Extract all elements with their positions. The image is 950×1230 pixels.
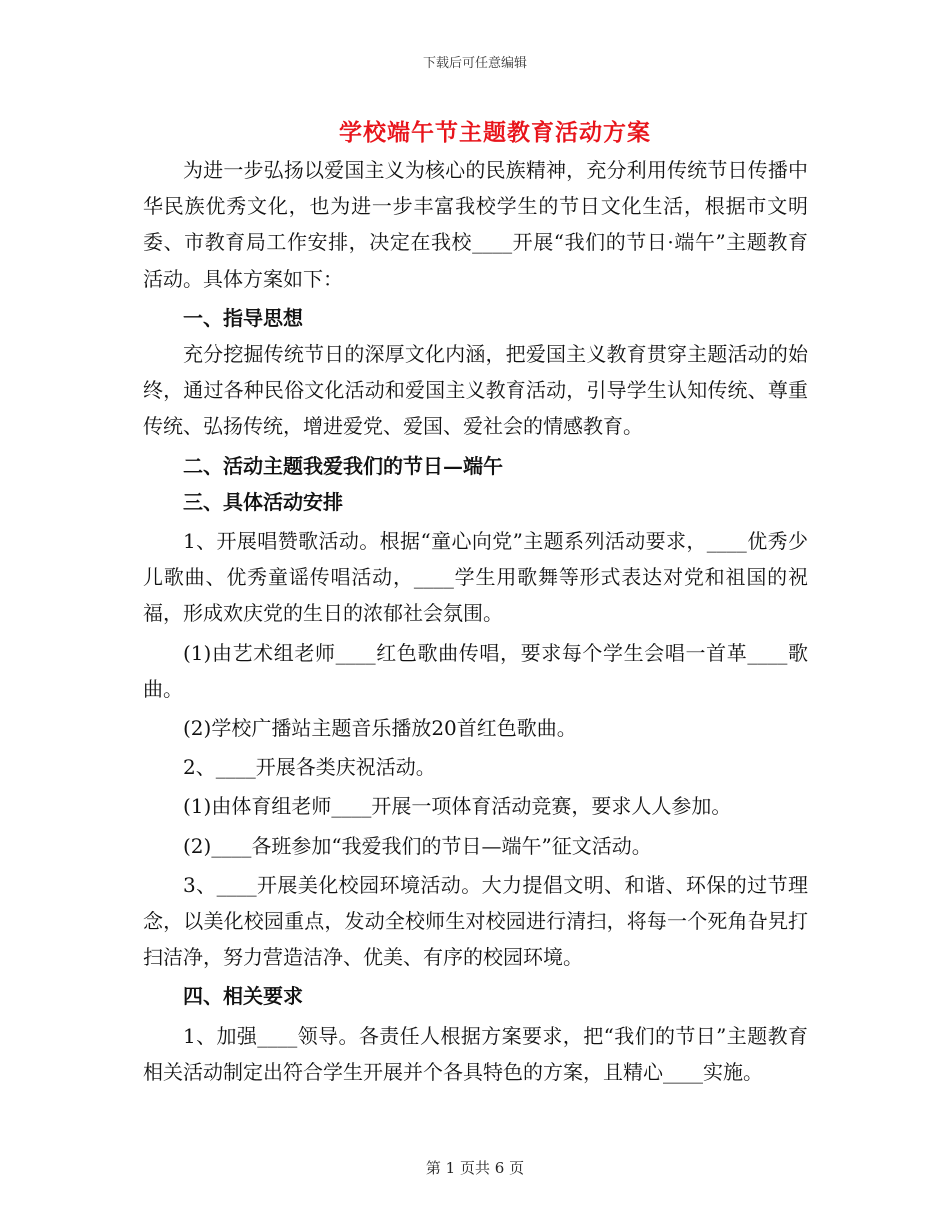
arrangement-item-1-sub-1: (1)由艺术组老师____红色歌曲传唱，要求每个学生会唱一首革____歌曲。 [143,640,808,701]
requirements-item-1: 1、加强____领导。各责任人根据方案要求，把“我们的节日”主题教育相关活动制定出符合学生开展并个各具特色的方案，且精心____实施。 [143,1023,808,1084]
section-heading-requirements: 四、相关要求 [183,984,303,1009]
page-header-note: 下载后可任意编辑 [422,56,527,71]
arrangement-item-1: 1、开展唱赞歌活动。根据“童心向党”主题系列活动要求，____优秀少儿歌曲、优秀童谣传唱活动，____学生用歌舞等形式表达对党和祖国的祝福，形成欢庆党的生日的浓郁社会氛围。 [143,529,808,626]
page-number-footer: 第 1 页共 6 页 [425,1159,525,1177]
arrangement-item-2-sub-2: (2)____各班参加“我爱我们的节日—端午”征文活动。 [183,833,652,858]
section-heading-activity-arrangement: 三、具体活动安排 [183,489,343,514]
arrangement-item-3: 3、____开展美化校园环境活动。大力提倡文明、和谐、环保的过节理念，以美化校园重点，发动全校师生对校园进行清扫，将每一个死角旮旯打扫洁净，努力营造洁净、优美、有序的校园环境。 [143,872,808,970]
section-heading-guiding-ideology: 一、指导思想 [183,305,303,330]
arrangement-item-1-sub-2: (2)学校广播站主题音乐播放20首红色歌曲。 [183,716,577,741]
document-title: 学校端午节主题教育活动方案 [339,119,651,146]
intro-paragraph: 为进一步弘扬以爱国主义为核心的民族精神，充分利用传统节日传播中华民族优秀文化，也为进一步丰富我校学生的节日文化生活，根据市文明委、市教育局工作安排，决定在我校____开展“我们的节日·端午”主题教育活动。具体方案如下： [143,158,808,291]
guiding-ideology-paragraph: 充分挖掘传统节日的深厚文化内涵，把爱国主义教育贯穿主题活动的始终，通过各种民俗文化活动和爱国主义教育活动，引导学生认知传统、尊重传统、弘扬传统，增进爱党、爱国、爱社会的情感教育。 [143,342,808,439]
arrangement-item-2-sub-1: (1)由体育组老师____开展一项体育活动竞赛，要求人人参加。 [183,794,732,819]
document-body [143,152,808,1090]
arrangement-item-2: 2、____开展各类庆祝活动。 [183,755,436,780]
section-heading-activity-theme: 二、活动主题我爱我们的节日—端午 [183,453,503,478]
